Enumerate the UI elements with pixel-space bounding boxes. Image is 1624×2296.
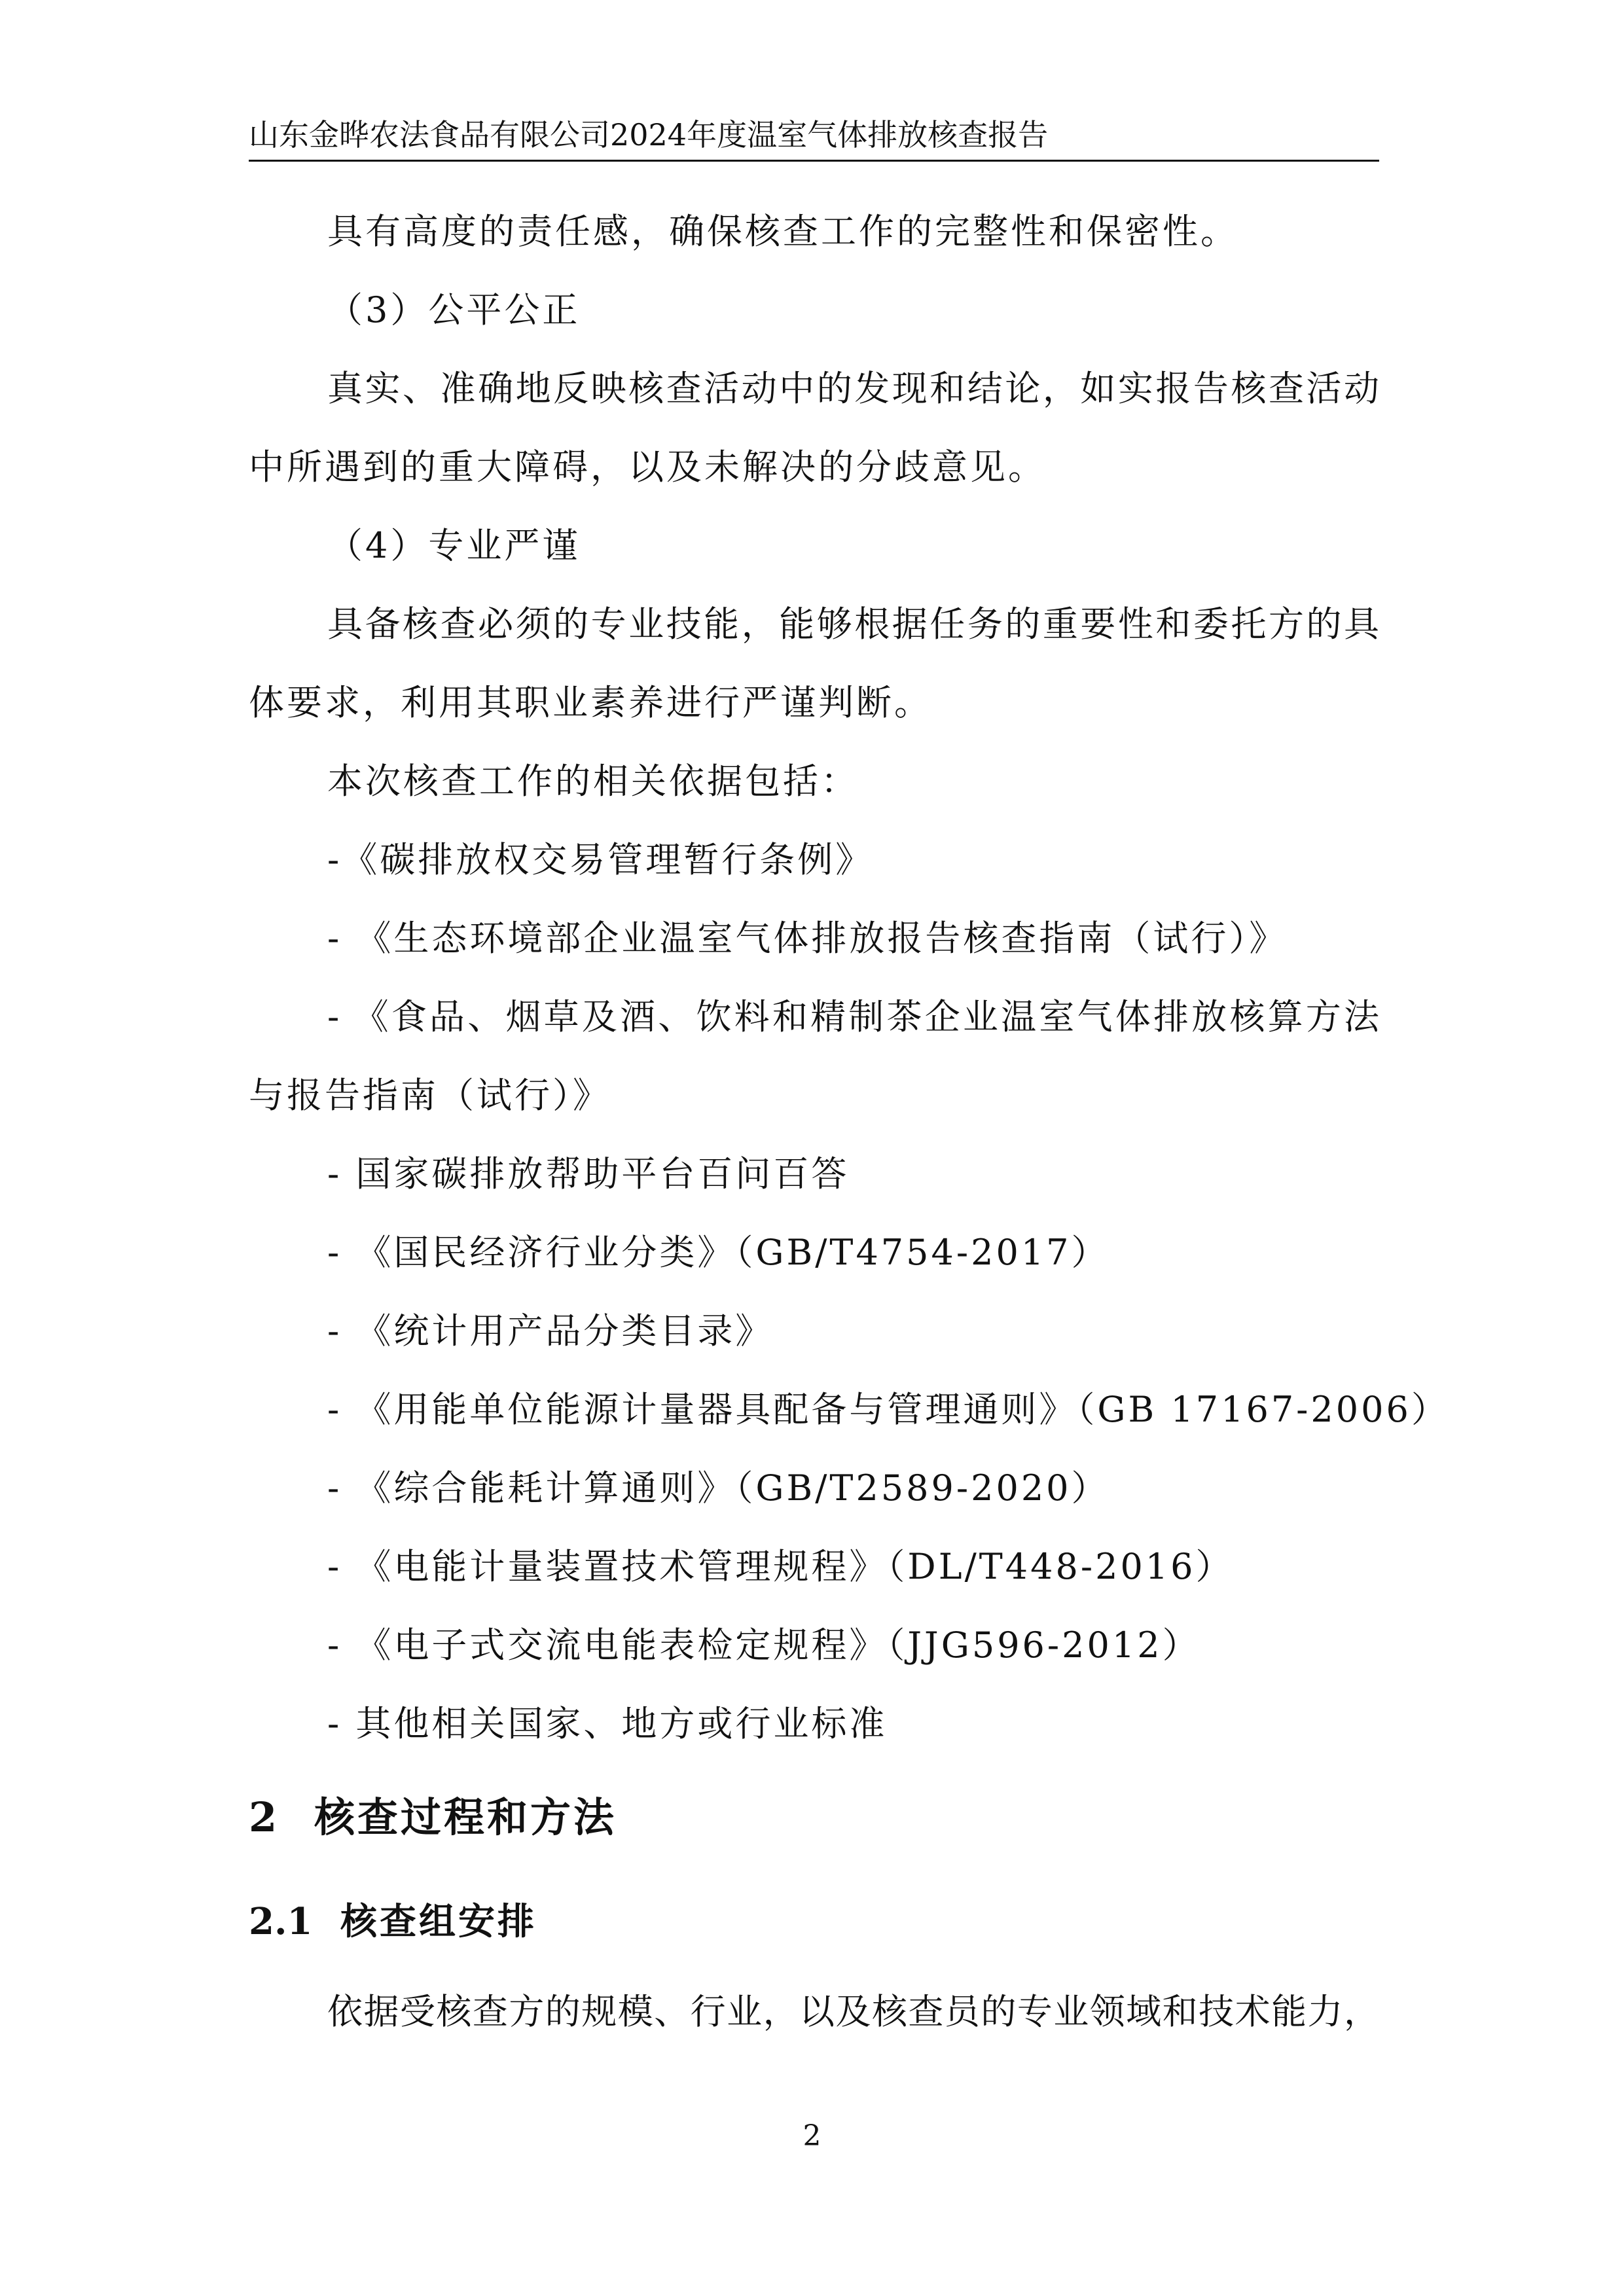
page-number: 2 [803, 2119, 821, 2153]
reference-item: - 《国民经济行业分类》（GB/T4754-2017） [327, 1232, 1110, 1273]
paragraph-line: 具备核查必须的专业技能，能够根据任务的重要性和委托方的具 [327, 603, 1379, 645]
header-rule [249, 160, 1379, 162]
reference-item: - 《电子式交流电能表检定规程》（JJG596-2012） [327, 1624, 1200, 1666]
paragraph-line: 中所遇到的重大障碍，以及未解决的分歧意见。 [249, 446, 1046, 488]
reference-item: - 《食品、烟草及酒、饮料和精制茶企业温室气体排放核算方法 [327, 996, 1379, 1037]
section-heading [249, 1789, 617, 1846]
page-header-title: 山东金晔农法食品有限公司2024年度温室气体排放核查报告 [249, 117, 1049, 152]
section-number: 2 [249, 1793, 278, 1841]
paragraph-line: 具有高度的责任感，确保核查工作的完整性和保密性。 [327, 211, 1238, 252]
reference-item: - 《生态环境部企业温室气体排放报告核查指南（试行）》 [327, 918, 1288, 959]
paragraph-line: （3）公平公正 [327, 289, 581, 331]
paragraph-line: 依据受核查方的规模、行业，以及核查员的专业领域和技术能力， [327, 1991, 1379, 2032]
section-title: 核查过程和方法 [314, 1793, 617, 1841]
subsection-title: 核查组安排 [340, 1900, 537, 1943]
reference-item: - 《电能计量装置技术管理规程》（DL/T448-2016） [327, 1546, 1234, 1587]
subsection-heading [249, 1895, 537, 1948]
paragraph-line: 本次核查工作的相关依据包括： [327, 761, 859, 802]
reference-item: 与报告指南（试行）》 [249, 1075, 611, 1116]
reference-item: - 其他相关国家、地方或行业标准 [327, 1703, 888, 1744]
subsection-number: 2.1 [249, 1900, 313, 1943]
paragraph-line: 体要求，利用其职业素养进行严谨判断。 [249, 682, 932, 723]
reference-item: - 《统计用产品分类目录》 [327, 1310, 774, 1352]
reference-item: -《碳排放权交易管理暂行条例》 [327, 839, 874, 880]
paragraph-line: （4）专业严谨 [327, 525, 581, 566]
paragraph-line: 真实、准确地反映核查活动中的发现和结论，如实报告核查活动 [327, 368, 1379, 409]
reference-item: - 《用能单位能源计量器具配备与管理通则》（GB 17167-2006） [327, 1389, 1449, 1430]
reference-item: - 国家碳排放帮助平台百问百答 [327, 1153, 850, 1194]
reference-item: - 《综合能耗计算通则》（GB/T2589-2020） [327, 1467, 1110, 1509]
